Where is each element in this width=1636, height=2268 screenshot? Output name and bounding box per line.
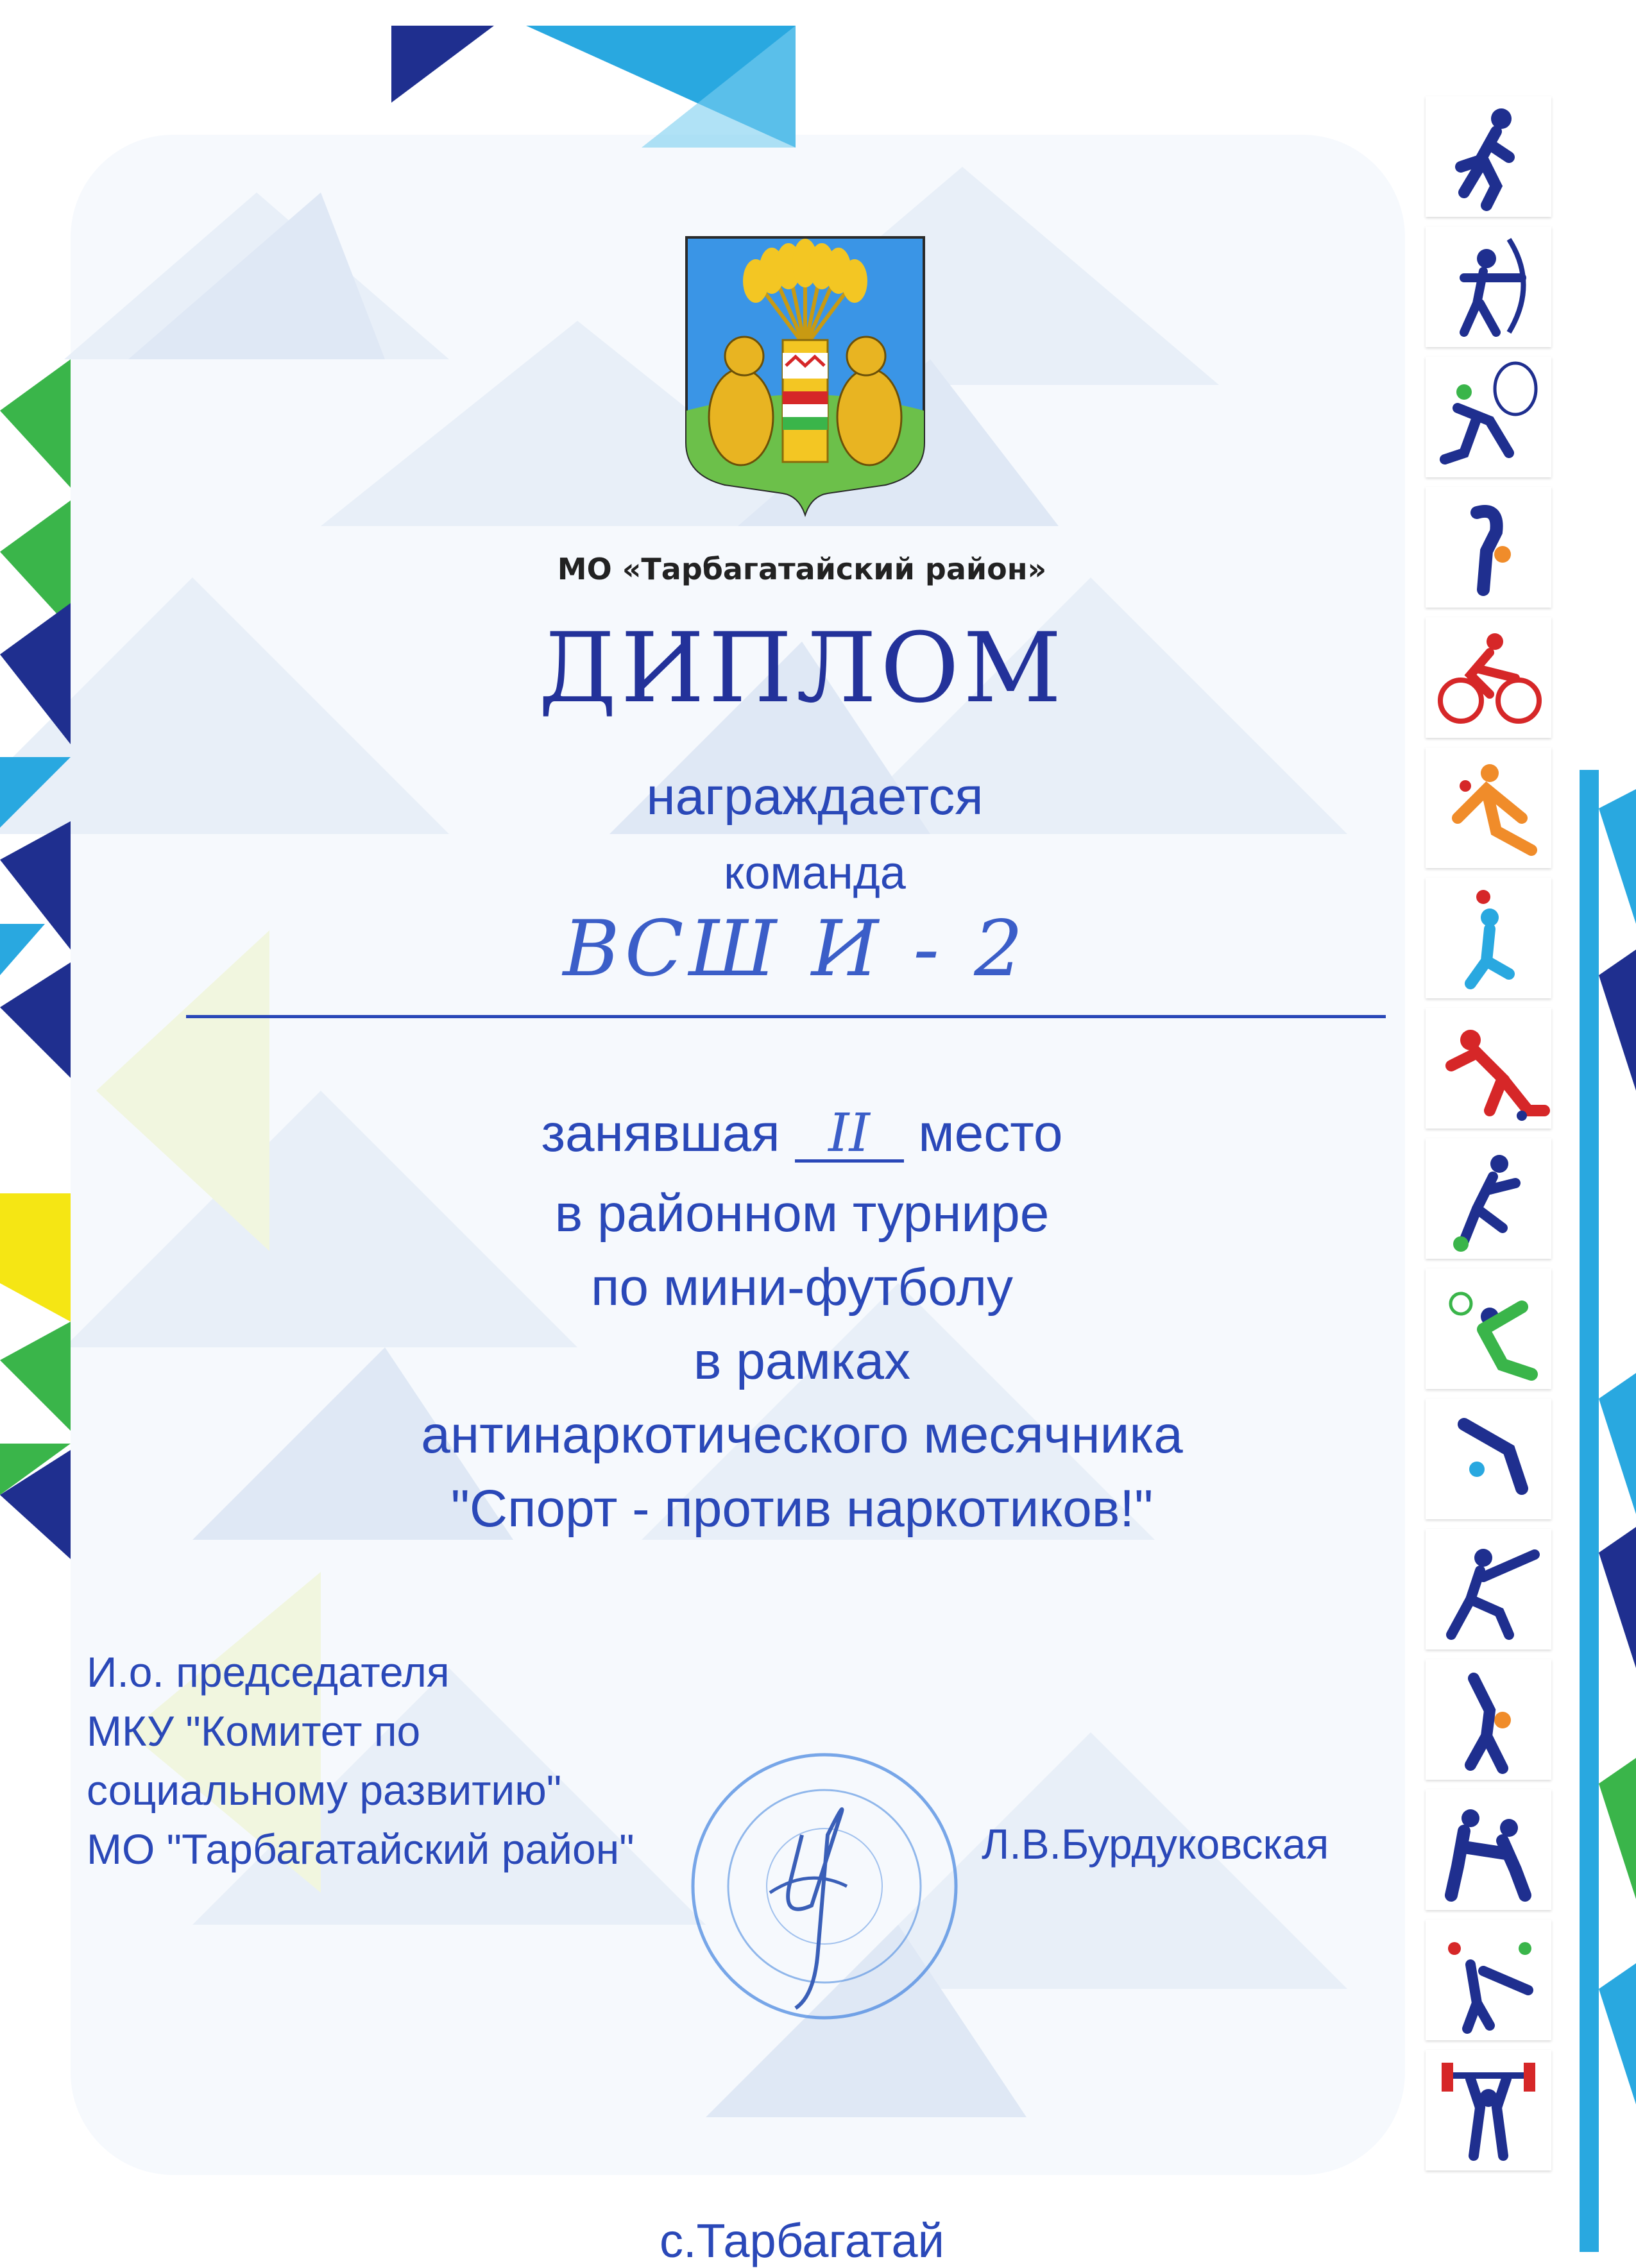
- place-suffix: место: [918, 1104, 1063, 1163]
- karate-icon: [1426, 1920, 1551, 2040]
- volleyball-icon: [1426, 878, 1551, 998]
- weightlifting-figure-icon: [1426, 487, 1551, 608]
- body-line: по мини-футболу: [590, 1258, 1014, 1317]
- page-title: ДИПЛОМ: [538, 613, 1066, 724]
- basketball-icon: [1426, 1659, 1551, 1780]
- swimming-icon: [1426, 1399, 1551, 1519]
- coat-of-arms: [680, 231, 930, 520]
- archery-icon: [1426, 226, 1551, 347]
- badminton-icon: [1426, 1268, 1551, 1389]
- body-line: антинаркотического месячника: [421, 1406, 1183, 1464]
- signer-line: И.о. председателя: [87, 1648, 450, 1696]
- weightlifting-icon: [1426, 2050, 1551, 2170]
- awarded-text: награждается: [646, 767, 984, 826]
- body-line: в рамках: [693, 1332, 911, 1390]
- signer-name: Л.В.Бурдуковская: [982, 1820, 1329, 1868]
- location: с.Тарбагатай: [659, 2214, 945, 2267]
- wrestling-icon: [1426, 1789, 1551, 1910]
- body-line: в районном турнире: [554, 1184, 1050, 1243]
- hockey-icon: [1426, 1008, 1551, 1129]
- gymnastics-hoop-icon: [1426, 357, 1551, 477]
- signer-title: [87, 1642, 635, 1879]
- official-stamp: [680, 1726, 969, 2047]
- issuer-name: МО «Тарбагатайский район»: [557, 552, 1047, 586]
- place-line: [192, 1104, 1411, 1164]
- event-name: "Спорт - против наркотиков!": [450, 1479, 1154, 1538]
- handball-icon: [1426, 747, 1551, 868]
- team-underline: [186, 1015, 1386, 1018]
- signer-line: МО "Тарбагатайский район": [87, 1825, 635, 1873]
- signer-line: МКУ "Комитет по: [87, 1707, 421, 1755]
- cycling-icon: [1426, 617, 1551, 738]
- place-prefix: занявшая: [541, 1104, 780, 1163]
- team-name-handwritten: ВСШ И - 2: [563, 905, 1028, 994]
- runner-icon: [1426, 96, 1551, 217]
- fencing-icon: [1426, 1529, 1551, 1650]
- place-value-handwritten: II: [795, 1108, 904, 1163]
- team-label: команда: [724, 848, 906, 899]
- signer-line: социальному развитию": [87, 1766, 562, 1814]
- football-icon: [1426, 1138, 1551, 1259]
